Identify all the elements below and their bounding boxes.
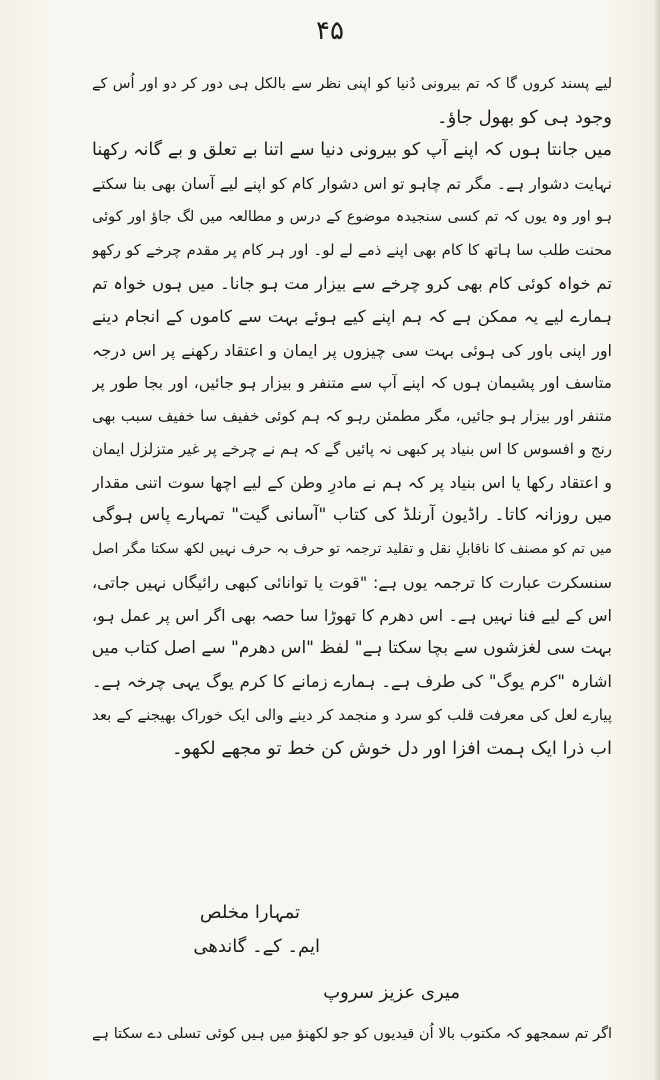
text-line: وجود ہی کو بھول جاؤ۔ xyxy=(437,107,612,129)
text-line: اگر تم سمجھو کہ مکتوب بالا اُن قیدیوں کو جو لکھنؤ میں ہیں کوئی تسلی دے سکتا ہے xyxy=(92,1026,612,1042)
letter-signature: ایم۔ کے۔ گاندھی xyxy=(193,936,320,957)
text-line: سنسکرت عبارت کا ترجمہ یوں ہے: "قوت یا توانائی کبھی رائیگاں نہیں جاتی، xyxy=(92,572,612,592)
text-line: پیارے لعل کی معرفت قلب کو سرد و منجمد کر دینے والی ایک خوراک بھیجنے کے بعد xyxy=(92,705,612,724)
text-line: ہمارے لیے یہ ممکن ہے کہ ہم اپنے کیے ہوئے بہت سے کاموں کے انجام دینے xyxy=(92,307,612,327)
text-line: ہو اور وہ یوں کہ تم کسی سنجیدہ موضوع کے درس و مطالعہ میں لگ جاؤ اور کوئی xyxy=(92,208,612,225)
text-line: اب ذرا ایک ہمت افزا اور دل خوش کن خط تو مجھے لکھو۔ xyxy=(172,737,612,759)
letter-salutation: میری عزیز سروپ xyxy=(323,982,460,1003)
text-line: و اعتقاد رکھا یا اس بنیاد پر کہ ہم نے مادرِ وطن کے لیے اچھا سوت اتنی مقدار xyxy=(92,473,612,493)
text-line: میں جانتا ہوں کہ اپنے آپ کو بیرونی دنیا سے اتنا بے تعلق و بے گانہ رکھنا xyxy=(92,140,612,161)
text-line: نہایت دشوار ہے۔ مگر تم چاہو تو اس دشوار کام کو اپنے لیے آسان بھی بنا سکتے xyxy=(92,174,612,193)
text-line: متاسف اور پشیمان ہوں کہ اپنے آپ سے متنفر و بیزار ہو جائیں، اور بجا طور پر xyxy=(92,373,612,392)
text-line: میں تم کو مصنف کا ناقابلِ نقل و تقلید ترجمہ تو حرف بہ حرف نہیں لکھ سکتا مگر اصل xyxy=(92,540,612,557)
text-line: اس کے لیے فنا نہیں ہے۔ اس دھرم کا تھوڑا سا حصہ بھی اگر اس پر عمل ہو، xyxy=(92,606,612,625)
letter-closing: تمہارا مخلص xyxy=(199,902,300,923)
page-number: ۴۵ xyxy=(316,16,344,46)
text-line: متنفر اور بیزار ہو جائیں، مگر مطمئن رہو کہ ہم کوئی خفیف سا خفیف سبب بھی xyxy=(92,406,612,425)
text-line: میں روزانہ کاتا۔ راڈیون آرنلڈ کی کتاب "آسانی گیت" تمہارے پاس ہوگی xyxy=(92,505,612,526)
page-edge-shadow xyxy=(654,0,660,1080)
text-line: تم خواہ کوئی کام بھی کرو چرخے سے بیزار مت ہو جانا۔ میں ہوں خواہ تم xyxy=(92,274,612,294)
text-line: رنج و افسوس کا اس بنیاد پر کبھی نہ پائیں گے کہ ہم نے چرخے پر غیر متزلزل ایمان xyxy=(92,440,612,459)
text-line: لیے پسند کروں گا کہ تم بیرونی دُنیا کو اپنی نظر سے بالکل ہی دور کر دو اور اُس کے xyxy=(92,76,612,92)
letter-body xyxy=(92,68,612,765)
text-line: اشارہ "کرم یوگ" کی طرف ہے۔ ہمارے زمانے کا کرم یوگ یہی چرخہ ہے۔ xyxy=(92,672,612,692)
text-line: محنت طلب سا ہاتھ کا کام بھی اپنے ذمے لے لو۔ اور ہر کام پر مقدم چرخے کو رکھو xyxy=(92,240,612,259)
text-line: اور اپنی باور کی ہوئی بہت سی چیزوں پر ایمان و اعتقاد رکھنے پر اس درجہ xyxy=(92,340,612,360)
text-line: بہت سی لغزشوں سے بچا سکتا ہے" لفظ "اس دھرم" سے اصل کتاب میں xyxy=(92,638,612,659)
